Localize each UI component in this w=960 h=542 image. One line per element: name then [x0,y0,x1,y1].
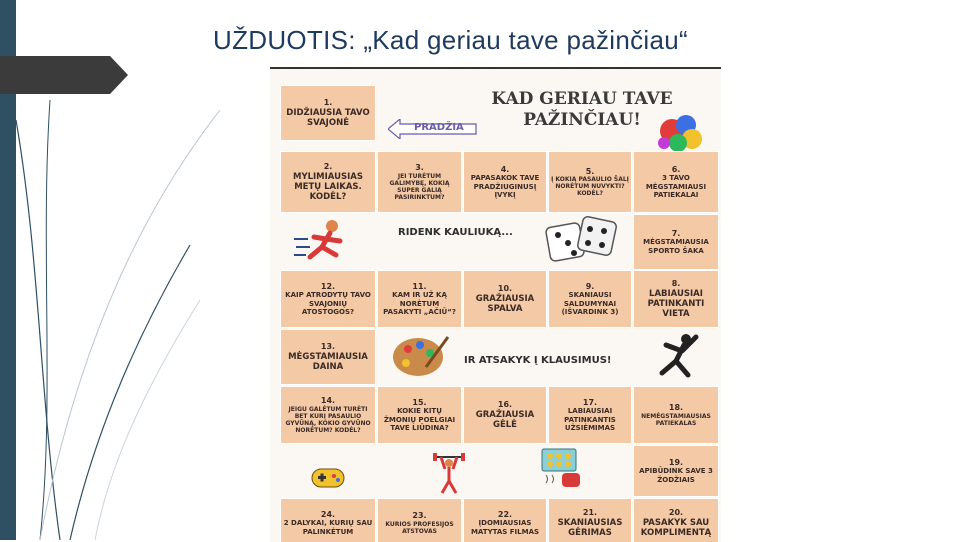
cell-7: 7. MĖGSTAMIAUSIA SPORTO ŠAKA [633,214,719,270]
title-arrow-tab [0,56,128,94]
dice-icon [542,215,626,263]
cell-12: 12. KAIP ATRODYTŲ TAVO SVAJONIŲ ATOSTOGOS? [280,270,376,328]
weightlifter-icon [432,451,466,495]
cell-5: 5. Į KOKIĄ PASAULIO ŠALĮ NORĖTUM NUVYKTI? KODĖL? [548,151,632,213]
paint-palette-icon [390,331,452,379]
slide-title: UŽDUOTIS: „Kad geriau tave pažinčiau“ [213,25,688,55]
runner-icon [292,217,354,265]
cell-4: 4. PAPASAKOK TAVE PRADŽIUGINUSĮ ĮVYKĮ [463,151,547,213]
cell-21: 21. SKANIAUSIAS GĖRIMAS [548,498,632,542]
cell-23: 23. KURIOS PROFESIJOS ATSTOVAS [377,498,462,542]
cell-15: 15. KOKIE KITŲ ŽMONIŲ POELGIAI TAVE LIŪDINA? [377,386,462,444]
cell-2: 2. MYLIMIAUSIAS METŲ LAIKAS. KODĖL? [280,151,376,213]
answer-questions-text: IR ATSAKYK Į KLAUSIMUS! [464,355,612,366]
cell-16: 16. GRAŽIAUSIA GĖLĖ [463,386,547,444]
cell-22: 22. ĮDOMIAUSIAS MATYTAS FILMAS [463,498,547,542]
cell-1: 1. DIDŽIAUSIA TAVO SVAJONĖ [280,85,376,141]
cell-14: 14. JEIGU GALĖTUM TURĖTI BET KURĮ PASAULIO GYVŪNĄ, KOKIO GYVŪNO NORĖTUM? KODĖL? [280,386,376,444]
cell-6: 6. 3 TAVO MĖGSTAMIAUSI PATIEKALAI [633,151,719,213]
cell-13: 13. MĖGSTAMIAUSIA DAINA [280,329,376,385]
cell-10: 10. GRAŽIAUSIA SPALVA [463,270,547,328]
cell-11: 11. KAM IR UŽ KĄ NORĖTUM PASAKYTI „AČIŪ“? [377,270,462,328]
jumping-person-icon [652,331,704,385]
game-board [270,67,721,542]
start-label: PRADŽIA [414,122,464,133]
start-arrow [388,119,478,139]
cell-24: 24. 2 DALYKAI, KURIŲ SAU PALINKĖTUM [280,498,376,542]
cell-18: 18. NEMĖGSTAMIAUSIAS PATIEKALAS [633,386,719,444]
cell-20: 20. PASAKYK SAU KOMPLIMENTĄ [633,498,719,542]
cell-8: 8. LABIAUSIAI PATINKANTI VIETA [633,270,719,328]
cell-9: 9. SKANIAUSI SALDUMYNAI (IŠVARDINK 3) [548,270,632,328]
cell-19: 19. APIBŪDINK SAVE 3 ŽODŽIAIS [633,445,719,497]
board-title: KAD GERIAU TAVE PAŽINČIAU! [491,89,673,131]
roll-dice-text: RIDENK KAULIUKĄ... [398,227,513,238]
cell-17: 17. LABIAUSIAI PATINKANTIS UŽSIĖMIMAS [548,386,632,444]
cell-3: 3. JEI TURĖTUM GALIMYBĘ, KOKIĄ SUPER GALIĄ PASIRINKTUM? [377,151,462,213]
cooking-icon [538,445,588,491]
game-controller-icon [308,457,348,497]
